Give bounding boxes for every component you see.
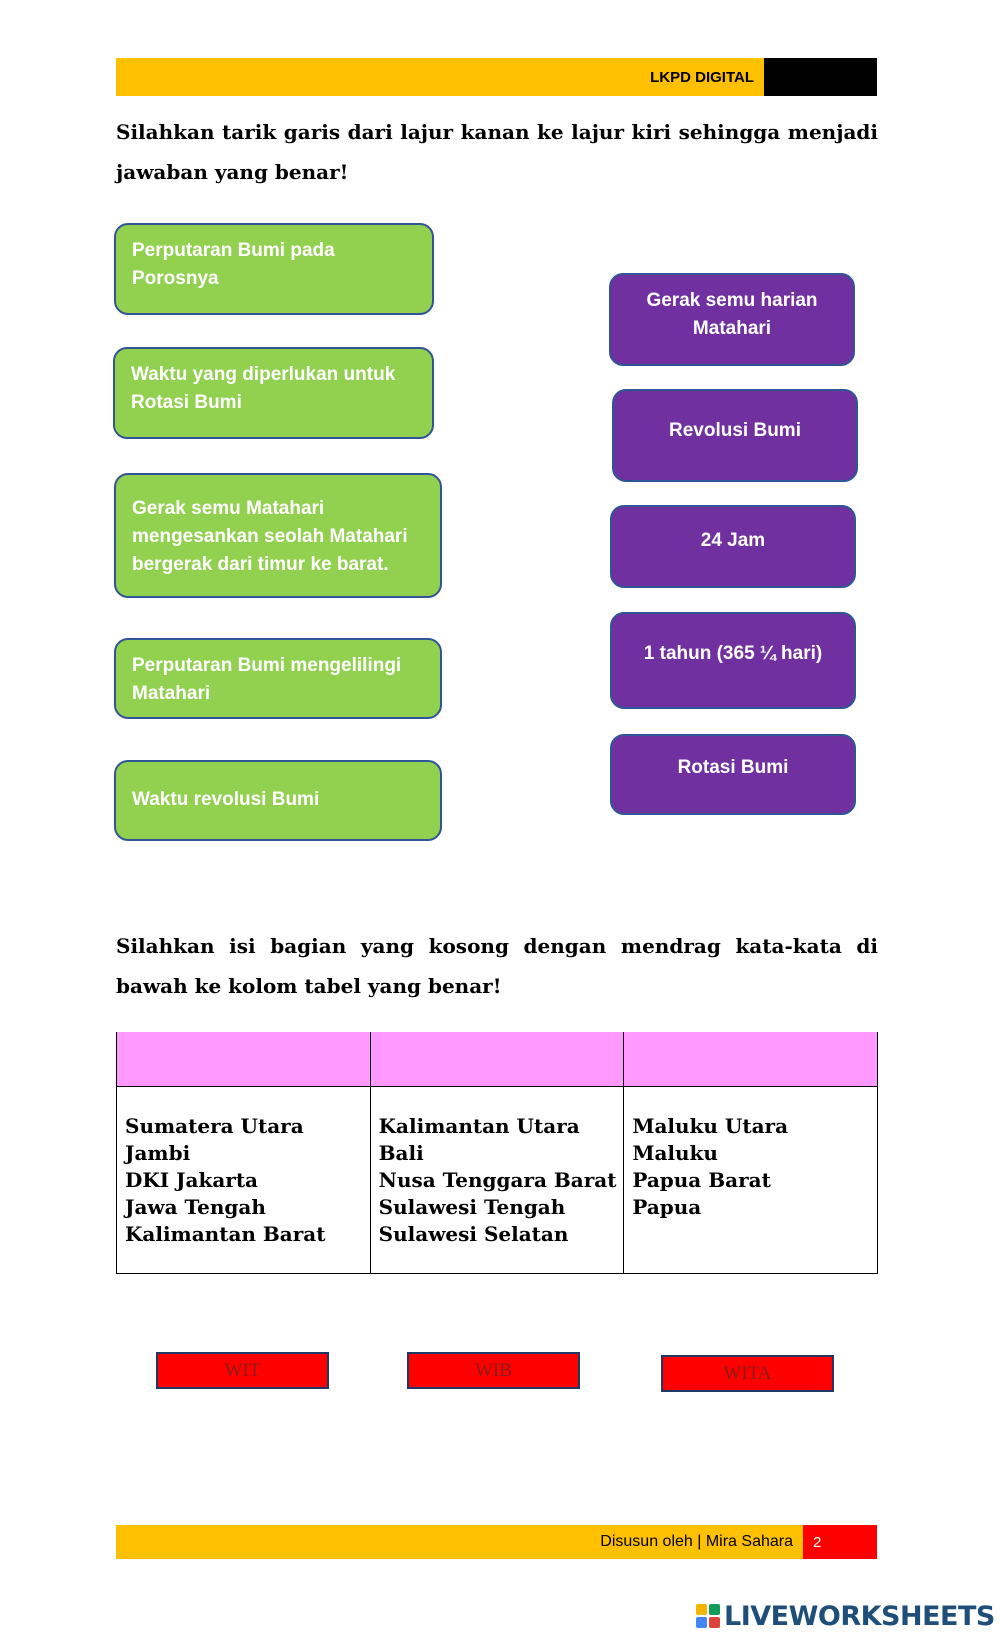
left-item-5[interactable]: Waktu revolusi Bumi <box>114 760 442 841</box>
header-title: LKPD DIGITAL <box>116 58 764 96</box>
province-item: Bali <box>378 1141 424 1166</box>
liveworksheets-logo-icon <box>696 1604 720 1628</box>
drop-zone-2[interactable] <box>370 1032 624 1087</box>
province-item: Nusa Tenggara Barat <box>378 1168 617 1193</box>
drop-zone-3[interactable] <box>624 1032 878 1087</box>
province-item: Sumatera Utara <box>125 1114 304 1139</box>
footer-bar <box>116 1525 877 1559</box>
left-item-1[interactable]: Perputaran Bumi pada Porosnya <box>114 223 434 315</box>
header-black-block <box>764 58 877 96</box>
province-item: Jawa Tengah <box>125 1195 266 1220</box>
province-item: Sulawesi Selatan <box>378 1222 569 1247</box>
page-number: 2 <box>803 1525 877 1559</box>
matching-instruction: Silahkan tarik garis dari lajur kanan ke lajur kiri sehingga menjadi jawaban yang benar! <box>116 120 878 184</box>
province-item: Kalimantan Barat <box>125 1222 326 1247</box>
province-list-2 <box>370 1087 624 1274</box>
brand-name: LIVEWORKSHEETS <box>724 1600 995 1632</box>
drop-zone-1[interactable] <box>117 1032 371 1087</box>
province-item: Papua Barat <box>632 1168 771 1193</box>
drag-tag-wit[interactable]: WIT <box>156 1352 329 1389</box>
province-item: Jambi <box>125 1141 191 1166</box>
brand-watermark <box>696 1600 995 1632</box>
left-item-2[interactable]: Waktu yang diperlukan untuk Rotasi Bumi <box>113 347 434 439</box>
right-item-4[interactable]: 1 tahun (365 ¼ hari) <box>610 612 856 709</box>
province-item: Maluku <box>632 1141 718 1166</box>
left-item-3[interactable]: Gerak semu Matahari mengesankan seolah Matahari bergerak dari timur ke barat. <box>114 473 442 598</box>
province-item: Sulawesi Tengah <box>378 1195 566 1220</box>
right-item-2[interactable]: Revolusi Bumi <box>612 389 858 482</box>
province-item: Papua <box>632 1195 702 1220</box>
province-list-1 <box>117 1087 371 1274</box>
time-zone-table <box>116 1032 878 1274</box>
right-item-1[interactable]: Gerak semu harian Matahari <box>609 273 855 366</box>
province-item: Kalimantan Utara <box>378 1114 580 1139</box>
left-item-4[interactable]: Perputaran Bumi mengelilingi Matahari <box>114 638 442 719</box>
province-item: DKI Jakarta <box>125 1168 259 1193</box>
drag-tag-wib[interactable]: WIB <box>407 1352 580 1389</box>
province-item: Maluku Utara <box>632 1114 789 1139</box>
header-bar <box>116 58 877 96</box>
right-item-3[interactable]: 24 Jam <box>610 505 856 588</box>
right-item-5[interactable]: Rotasi Bumi <box>610 734 856 815</box>
province-list-3 <box>624 1087 878 1274</box>
drag-instruction: Silahkan isi bagian yang kosong dengan mendrag kata-kata di bawah ke kolom tabel yang benar! <box>116 934 878 998</box>
footer-credit: Disusun oleh | Mira Sahara <box>116 1525 803 1559</box>
drag-tag-wita[interactable]: WITA <box>661 1355 834 1392</box>
